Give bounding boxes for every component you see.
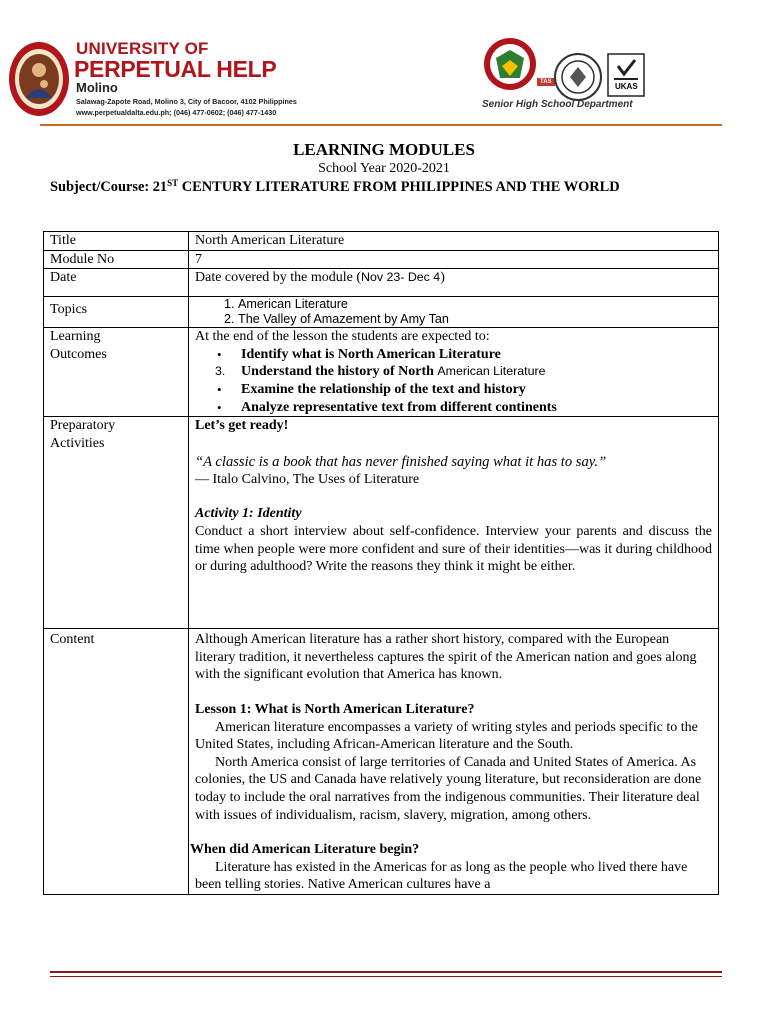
table-row-title xyxy=(44,232,719,251)
outcome-item: • Examine the relationship of the text and history xyxy=(217,381,526,397)
outcome-item: • Identify what is North American Literature xyxy=(217,346,501,362)
footer-divider xyxy=(50,971,722,973)
quote-text: “A classic is a book that has never finished saying what it has to say.” xyxy=(195,453,607,470)
outcomes-label: Learning Outcomes xyxy=(44,328,189,417)
bureau-veritas-badge-icon xyxy=(553,52,603,102)
table-row-date xyxy=(44,269,719,297)
table-row-module xyxy=(44,250,719,269)
senior-high-school-badge-icon xyxy=(482,36,538,96)
table-row-content xyxy=(44,629,719,895)
outcome-item: • Analyze representative text from different continents xyxy=(217,399,557,415)
subheading: When did American Literature begin? xyxy=(190,842,420,858)
content-label: Content xyxy=(44,629,189,895)
university-name-line1: UNIVERSITY OF xyxy=(76,39,209,58)
table-row-topics xyxy=(44,297,719,328)
university-website-phone: www.perpetualdalta.edu.ph; (046) 477-0602; (046) 477-1430 xyxy=(76,108,277,117)
module-value: 7 xyxy=(189,250,719,269)
university-address: Salawag-Zapote Road, Molino 3, City of Bacoor, 4102 Philippines xyxy=(76,97,297,106)
ukas-label: UKAS xyxy=(615,82,638,91)
preparatory-label: Preparatory Activities xyxy=(44,417,189,629)
table-row-outcomes xyxy=(44,328,719,417)
date-label: Date xyxy=(44,269,189,297)
subheading-paragraph: Literature has existed in the Americas for as long as the people who lived there have been telling stories. Native American cultures have a xyxy=(195,859,688,893)
table-row-preparatory xyxy=(44,417,719,629)
date-value: Date covered by the module (Nov 23- Dec 4) xyxy=(189,269,719,297)
topic-item: 1. American Literature xyxy=(238,297,712,312)
header-divider xyxy=(40,124,722,126)
footer-divider-thin xyxy=(50,976,722,977)
outcomes-intro: At the end of the lesson the students are expected to: xyxy=(195,329,490,345)
preparatory-heading: Let’s get ready! xyxy=(195,418,289,434)
outcome-item: 3. Understand the history of North American Literature xyxy=(215,364,546,380)
activity-title: Activity 1: Identity xyxy=(195,506,302,522)
lesson-1-heading: Lesson 1: What is North American Literature? xyxy=(195,701,475,717)
topics-list xyxy=(195,297,712,327)
topics-cell xyxy=(189,297,719,328)
university-name-line2: PERPETUAL HELP xyxy=(74,56,277,82)
title-value: North American Literature xyxy=(189,232,719,251)
content-intro: Although American literature has a rather short history, compared with the European literary tradition, it nevertheless captures the spirit of the American nation and goes along with the significant evolution that America has known. xyxy=(195,632,697,683)
campus-name: Molino xyxy=(76,80,118,95)
title-label: Title xyxy=(44,232,189,251)
subject-course: Subject/Course: 21ST CENTURY LITERATURE FROM PHILIPPINES AND THE WORLD xyxy=(50,178,620,195)
university-seal-logo xyxy=(8,40,70,118)
document-title: LEARNING MODULES xyxy=(293,140,475,159)
preparatory-cell xyxy=(189,417,719,629)
activity-text: Conduct a short interview about self-confidence. Interview your parents and discuss the time when people were more confident and sure of their identities—was it during childhood or during adulthood? Write the reasons they think it might be either. xyxy=(195,523,712,575)
department-label: Senior High School Department xyxy=(482,99,633,110)
outcomes-list xyxy=(195,346,712,416)
school-year: School Year 2020-2021 xyxy=(318,161,450,176)
topic-item: 2. The Valley of Amazement by Amy Tan xyxy=(238,312,712,327)
topics-label: Topics xyxy=(44,297,189,328)
content-cell xyxy=(189,629,719,895)
tas-label: TAS xyxy=(537,78,555,86)
lesson-1-paragraph: American literature encompasses a variety of writing styles and periods specific to the United States, including African-American literature and the South. xyxy=(195,719,698,753)
ukas-badge-icon xyxy=(606,52,646,98)
module-label: Module No xyxy=(44,250,189,269)
outcomes-cell xyxy=(189,328,719,417)
module-table xyxy=(43,231,719,895)
lesson-1-paragraph: North America consist of large territories of Canada and United States of America. As colonies, the US and Canada have relatively young literature, but reconsideration are done today to include the oral narratives from the indigenous communities. Their literature deal with issues of individualism, racism, slavery, migration, among others. xyxy=(195,754,702,823)
quote-author: — Italo Calvino, The Uses of Literature xyxy=(195,471,420,487)
